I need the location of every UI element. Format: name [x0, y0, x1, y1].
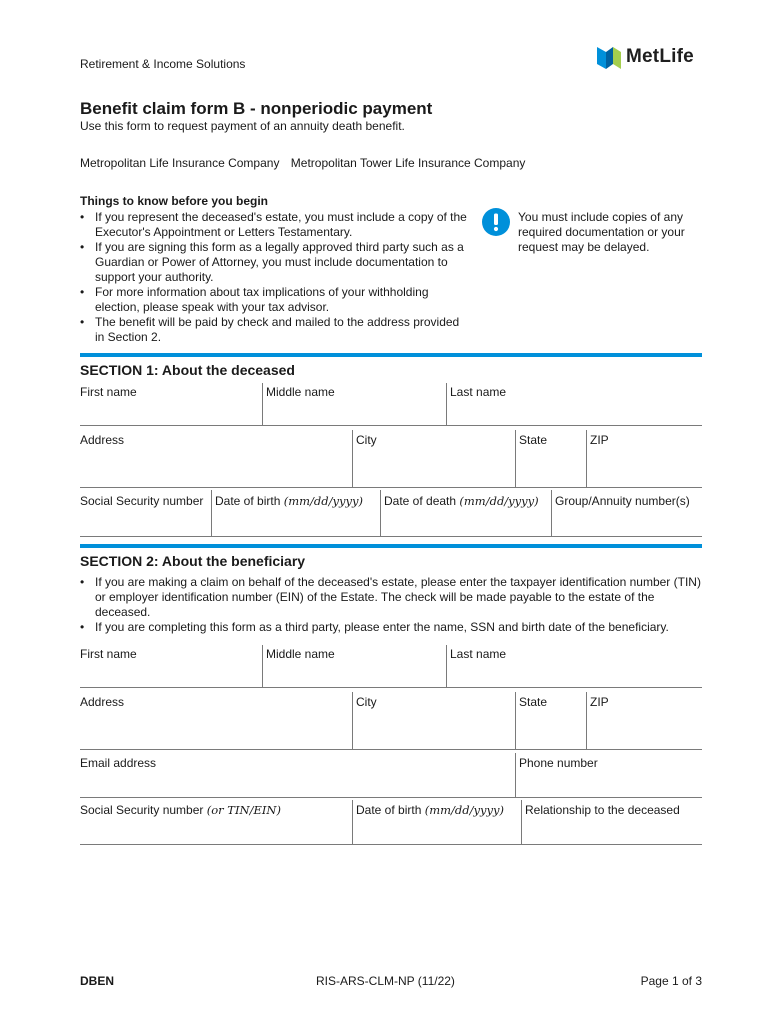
deceased-dod-label: Date of death (mm/dd/yyyy) — [384, 494, 539, 508]
deceased-dob-label: Date of birth (mm/dd/yyyy) — [215, 494, 363, 508]
section1-title: SECTION 1: About the deceased — [80, 362, 295, 378]
footer-form-code: DBEN — [80, 974, 115, 988]
date-format-hint: (mm/dd/yyyy) — [459, 494, 539, 508]
section-divider — [80, 353, 702, 357]
page-number: Page 1 of 3 — [640, 974, 702, 988]
date-format-hint: (mm/dd/yyyy) — [283, 494, 363, 508]
metlife-logo — [597, 45, 694, 69]
alert-message: You must include copies of any required documentation or your request may be delayed. — [518, 210, 685, 254]
field-divider — [515, 692, 516, 749]
section2-notes — [80, 575, 705, 635]
logo-text: MetLife — [626, 46, 694, 67]
company-name: Metropolitan Life Insurance Company — [80, 156, 280, 170]
field-divider — [380, 490, 381, 536]
field-underline — [80, 844, 702, 845]
company-name: Metropolitan Tower Life Insurance Company — [290, 156, 526, 170]
beneficiary-dob-label: Date of birth (mm/dd/yyyy) — [356, 803, 504, 817]
deceased-middle-name-label: Middle name — [266, 385, 335, 399]
field-divider — [515, 430, 516, 487]
form-title: Benefit claim form B - nonperiodic payment — [80, 99, 433, 118]
beneficiary-ssn-label: Social Security number (or TIN/EIN) — [80, 803, 281, 817]
list-item: • For more information about tax implications of your withholding election, please speak with your tax advisor. — [80, 285, 470, 315]
field-underline — [80, 687, 702, 688]
form-subtitle: Use this form to request payment of an annuity death benefit. — [80, 119, 405, 133]
field-divider — [586, 692, 587, 749]
field-divider — [352, 800, 353, 844]
section2-title: SECTION 2: About the beneficiary — [80, 553, 306, 569]
field-divider — [262, 645, 263, 687]
things-to-know-heading: Things to know before you begin — [80, 194, 268, 208]
field-divider — [446, 383, 447, 425]
list-item: • If you represent the deceased's estate, you must include a copy of the Executor's Appointment or Letters Testamentary. — [80, 210, 470, 240]
list-item: • If you are signing this form as a legally approved third party such as a Guardian or Power of Attorney, you must include documentation to support your authority. — [80, 240, 470, 285]
beneficiary-city-label: City — [356, 695, 377, 709]
beneficiary-zip-label: ZIP — [590, 695, 609, 709]
field-divider — [352, 430, 353, 487]
date-format-hint: (mm/dd/yyyy) — [424, 803, 504, 817]
deceased-ssn-label: Social Security number — [80, 494, 204, 508]
beneficiary-phone-label: Phone number — [519, 756, 598, 770]
deceased-zip-label: ZIP — [590, 433, 609, 447]
footer-form-id: RIS-ARS-CLM-NP (11/22) — [316, 974, 455, 988]
field-underline — [80, 797, 702, 798]
deceased-address-label: Address — [80, 433, 125, 447]
beneficiary-middle-name-label: Middle name — [266, 647, 335, 661]
beneficiary-first-name-label: First name — [80, 647, 137, 661]
company-list — [80, 156, 533, 170]
field-divider — [586, 430, 587, 487]
deceased-state-label: State — [519, 433, 548, 447]
deceased-last-name-label: Last name — [450, 385, 507, 399]
things-to-know — [80, 194, 470, 345]
list-item: • If you are completing this form as a third party, please enter the name, SSN and birth date of the beneficiary. — [80, 620, 705, 635]
beneficiary-email-label: Email address — [80, 756, 157, 770]
deceased-group-number-label: Group/Annuity number(s) — [555, 494, 690, 508]
field-divider — [521, 800, 522, 844]
field-divider — [352, 692, 353, 749]
field-divider — [515, 753, 516, 797]
field-divider — [262, 383, 263, 425]
field-divider — [551, 490, 552, 536]
beneficiary-relationship-label: Relationship to the deceased — [525, 803, 680, 817]
deceased-city-label: City — [356, 433, 377, 447]
field-divider — [446, 645, 447, 687]
division-label: Retirement & Income Solutions — [80, 57, 246, 71]
ssn-format-hint: (or TIN/EIN) — [206, 803, 281, 817]
field-underline — [80, 536, 702, 537]
field-underline — [80, 749, 702, 750]
beneficiary-address-label: Address — [80, 695, 125, 709]
exclamation-icon — [482, 208, 510, 236]
list-item: • The benefit will be paid by check and mailed to the address provided in Section 2. — [80, 315, 470, 345]
deceased-first-name-label: First name — [80, 385, 137, 399]
beneficiary-state-label: State — [519, 695, 548, 709]
field-divider — [211, 490, 212, 536]
beneficiary-last-name-label: Last name — [450, 647, 507, 661]
field-underline — [80, 487, 702, 488]
metlife-logo-icon — [597, 45, 621, 69]
field-underline — [80, 425, 702, 426]
list-item: • If you are making a claim on behalf of the deceased's estate, please enter the taxpayer identification number (TIN) or employer identification number (EIN) of the Estate. The check will be made payable to the estate of the deceased. — [80, 575, 705, 620]
section-divider — [80, 544, 702, 548]
